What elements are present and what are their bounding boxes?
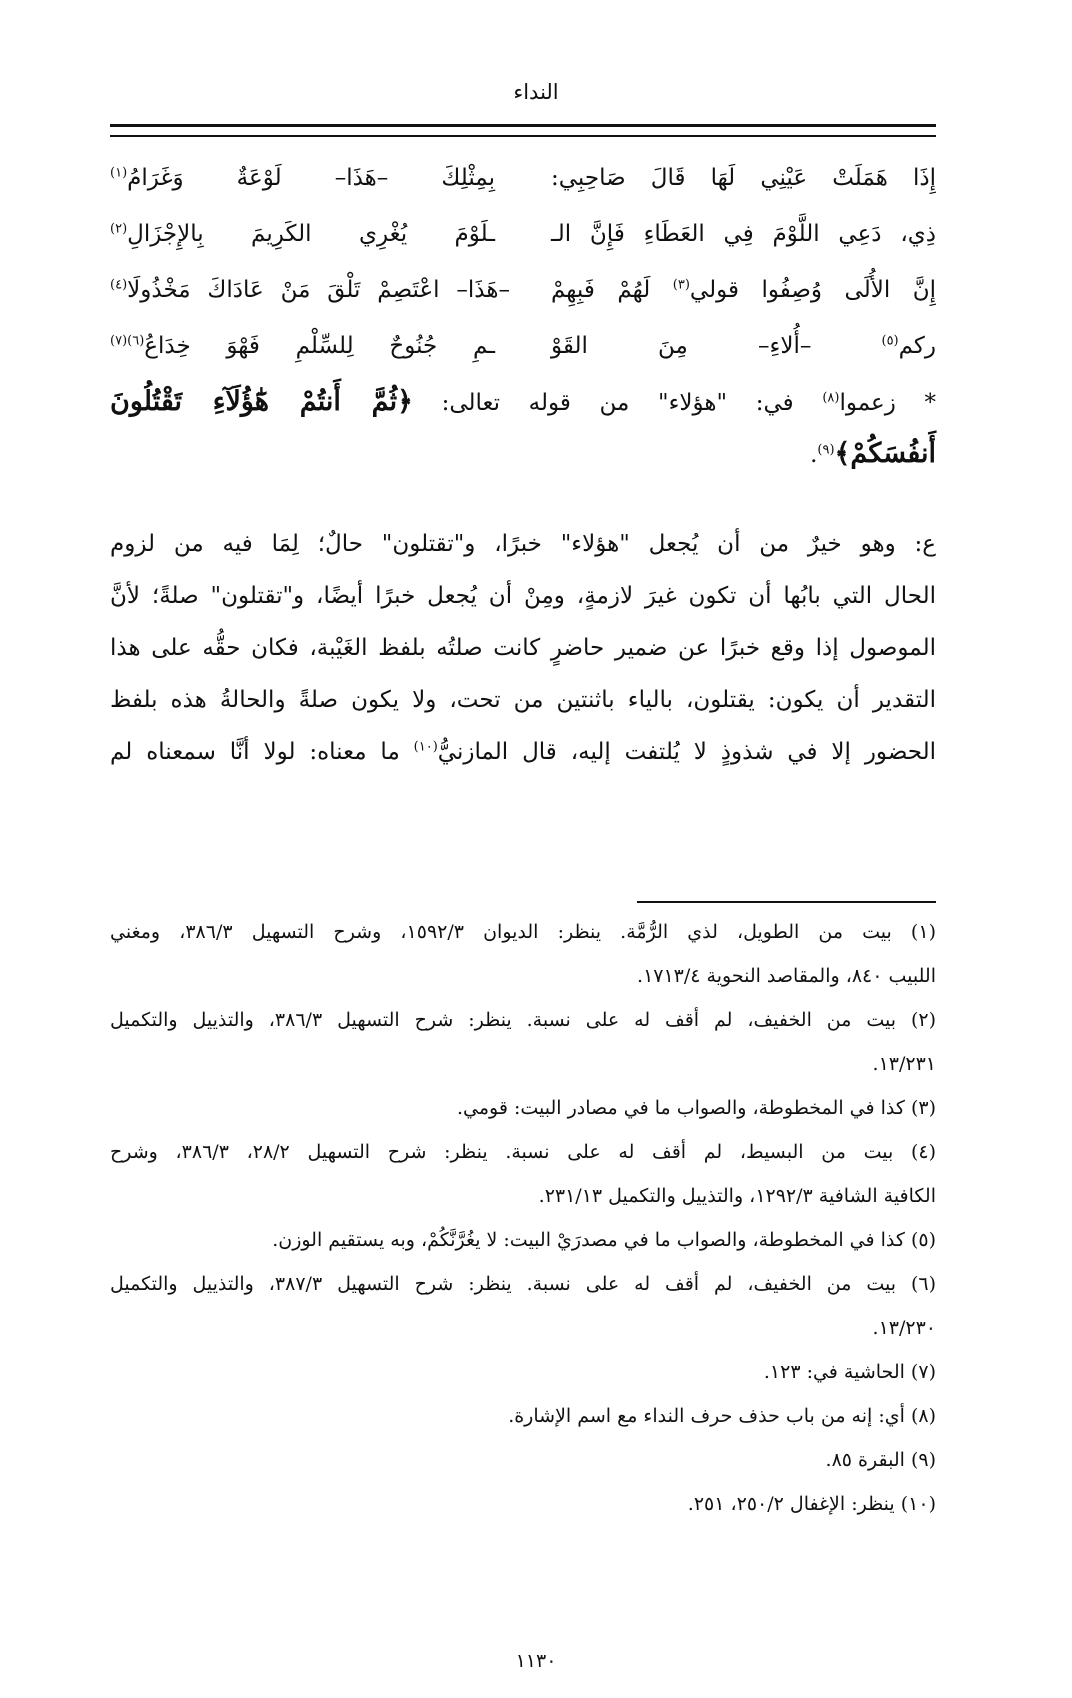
footnote-line: (٤) بيت من البسيط، لم أقف له على نسبة. ينظر: شرح التسهيل ٢٨/٢، ٣٨٦/٣، وشرح xyxy=(110,1141,937,1163)
paragraph-line: الحضور إلا في شذوذٍ لا يُلتفت إليه، قال المازنيُّ$^{(١٠)}$ ما معناه: لولا أنَّا سمعناه لم xyxy=(110,739,937,765)
footnote-line: (٨) أي: إنه من باب حذف حرف النداء مع اسم الإشارة. xyxy=(508,1405,936,1427)
footnote-ref: (١٠) xyxy=(413,739,438,755)
footnote-ref: (٢) xyxy=(110,221,128,237)
paragraph-line: * زعموا$^{(٨)}$ في: "هؤلاء" من قوله تعالى: ﴿ثُمَّ أَنتُمْ هَٰٓؤُلَآءِ تَقْتُلُونَ xyxy=(110,386,936,417)
footnote-line: ١٣/٢٣١. xyxy=(872,1053,936,1075)
verse-second-hemistich: –هَذَا– اعْتَصِمْ تَلْقَ مَنْ عَادَاكَ مَخْذُولَا$^{(٤)}$ xyxy=(110,277,510,303)
verse-line xyxy=(110,206,936,262)
footnote-line: الكافية الشافية ١٢٩٢/٣، والتذييل والتكميل ٢٣١/١٣. xyxy=(538,1185,936,1207)
footnote-ref: (٨) xyxy=(822,390,840,406)
footnote-ref: (٦)(٧) xyxy=(110,333,145,349)
footnote-ref: (١) xyxy=(110,165,128,181)
footnotes-section xyxy=(110,910,936,1526)
footnote-line: (٩) البقرة ٨٥. xyxy=(825,1449,936,1471)
footnote-line: (٣) كذا في المخطوطة، والصواب ما في مصادر البيت: قومي. xyxy=(457,1097,936,1119)
verse-second-hemistich: ـلَوْمَ يُغْرِي الكَرِيمَ بِالإِجْزَالِ$^{(٢)}$ xyxy=(110,221,495,247)
verse-second-hemistich: بِمِثْلِكَ –هَذَا– لَوْعَةٌ وَغَرَامُ$^{(١)}$ xyxy=(110,165,495,191)
verse-first-hemistich: إِنَّ الأُلَى وُصِفُوا قولي$^{(٣)}$ لَهُمْ فَبِهِمْ xyxy=(551,277,937,303)
quran-verse-text: ﴿ثُمَّ أَنتُمْ هَٰٓؤُلَآءِ تَقْتُلُونَ xyxy=(110,386,413,417)
verse-first-hemistich: ركم$^{(٥)}$ –أُلاءِ– مِنَ القَوْ xyxy=(551,333,936,359)
page-number: ١١٣٠ xyxy=(515,1650,557,1672)
verse-second-hemistich: ـمِ جُنُوحٌ لِلسِّلْمِ فَهْوَ خِدَاعُ$^{(٦)(٧)}$ xyxy=(110,333,495,359)
verse-first-hemistich: إِذَا هَمَلَتْ عَيْنِي لَهَا قَالَ صَاحِبِي: xyxy=(551,165,936,191)
footnote-line: (١) بيت من الطويل، لذي الرُّمَّة. ينظر: الديوان ١٥٩٢/٣، وشرح التسهيل ٣٨٦/٣، ومغني xyxy=(110,921,936,943)
running-header: النداء xyxy=(513,80,559,104)
footnote-ref: (٣) xyxy=(672,277,690,293)
footnote-ref: (٥) xyxy=(881,333,899,349)
footnote-ref: (٤) xyxy=(110,277,128,293)
paragraph-line: أَنفُسَكُمْ﴾$^{(٩)}$. xyxy=(810,438,936,469)
footnote-line: (٦) بيت من الخفيف، لم أقف له على نسبة. ينظر: شرح التسهيل ٣٨٧/٣، والتذييل والتكميل xyxy=(110,1273,936,1295)
verse-line xyxy=(110,318,936,374)
paragraph-line: ع: وهو خيرٌ من أن يُجعل "هؤلاء" خبرًا، و"تقتلون" حالٌ؛ لِمَا فيه من لزوم xyxy=(110,531,936,557)
verse-first-hemistich: ذِي، دَعِي اللَّوْمَ فِي العَطَاءِ فَإِنَّ الـ xyxy=(551,221,936,247)
poetry-verses xyxy=(110,150,936,374)
footnote-ref: (٩) xyxy=(817,442,835,458)
paragraph-line: التقدير أن يكون: يقتلون، بالياء باثنتين من تحت، ولا يكون صلةً والحالةُ هذه بلفظ xyxy=(110,687,936,713)
verse-line xyxy=(110,150,936,206)
quran-quote-paragraph xyxy=(110,376,936,480)
footnote-line: (٥) كذا في المخطوطة، والصواب ما في مصدرَيْ البيت: لا يغُرَّنَّكُمْ، وبه يستقيم الوزن. xyxy=(272,1229,936,1251)
footnote-line: (٧) الحاشية في: ١٢٣. xyxy=(763,1361,936,1383)
header-rule-thin xyxy=(110,135,936,137)
verse-line xyxy=(110,262,936,318)
paragraph-line: الحال التي بابُها أن تكون غيرَ لازمةٍ، ومِنْ أن يُجعل خبرًا أيضًا، و"تقتلون" صلةً؛ لأنَّ xyxy=(110,583,936,609)
footnote-line: (٢) بيت من الخفيف، لم أقف له على نسبة. ينظر: شرح التسهيل ٣٨٦/٣، والتذييل والتكميل xyxy=(110,1009,936,1031)
footnote-separator xyxy=(637,901,936,903)
quran-verse-text: أَنفُسَكُمْ﴾ xyxy=(834,438,936,469)
footnote-line: (١٠) ينظر: الإغفال ٢٥٠/٢، ٢٥١. xyxy=(687,1493,936,1515)
paragraph-line: الموصول إذا وقع خبرًا عن ضمير حاضرٍ كانت صلتُه بلفظ الغَيْبة، فكان حقُّه على هذا xyxy=(110,635,936,661)
footnote-line: ١٣/٢٣٠. xyxy=(872,1317,936,1339)
header-rule-thick xyxy=(110,124,936,127)
commentary-paragraph xyxy=(110,518,936,778)
footnote-line: اللبيب ٨٤٠، والمقاصد النحوية ١٧١٣/٤. xyxy=(637,965,936,987)
